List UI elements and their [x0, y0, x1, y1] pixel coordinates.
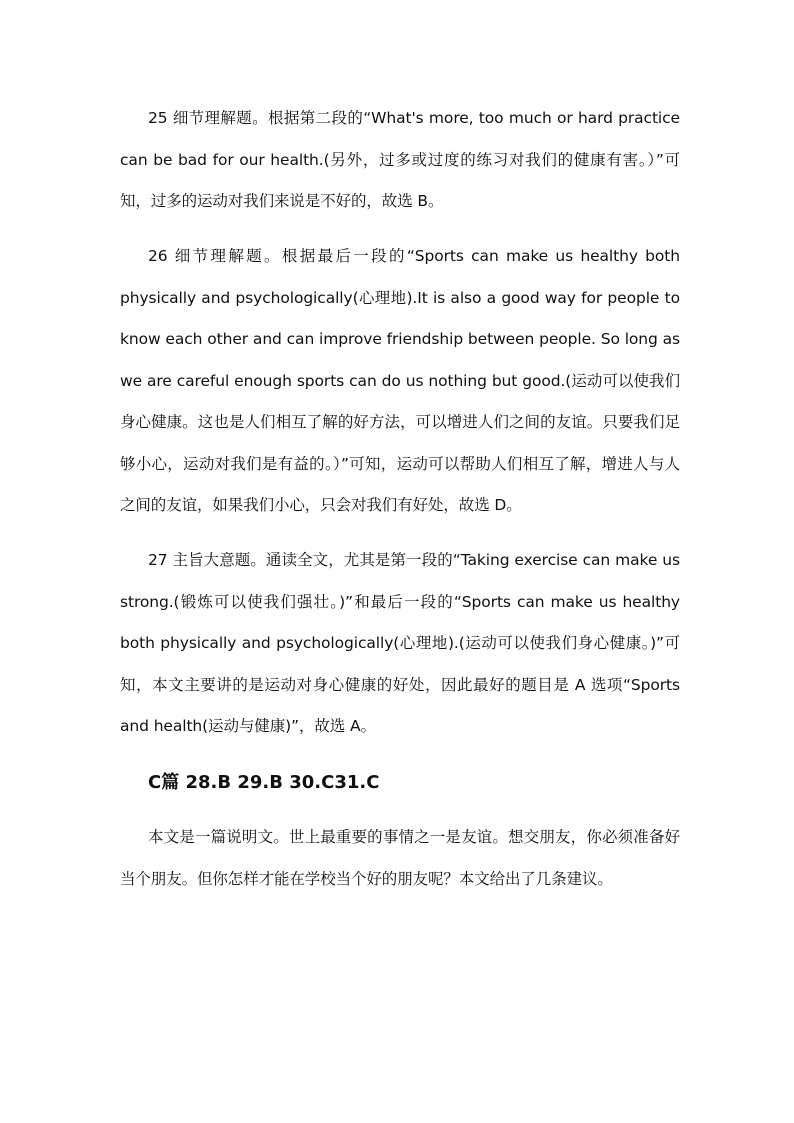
answer-explanation-27: 27 主旨大意题。通读全文，尤其是第一段的“Taking exercise can make us strong.(锻炼可以使我们强壮。)”和最后一段的“Sports can make us healthy both physically and psychologically(心理地).(运动可以使我们身心健康。)”可知，本文主要讲的是运动对身心健康的好处，因此最好的题目是 A 选项“Sports and health(运动与健康)”，故选 A。 — [120, 551, 680, 735]
section-c-heading: C篇 28.B 29.B 30.C31.C — [148, 772, 380, 793]
section-c-intro: 本文是一篇说明文。世上最重要的事情之一是友谊。想交朋友，你必须准备好当个朋友。但你怎样才能在学校当个好的朋友呢？本文给出了几条建议。 — [120, 828, 680, 888]
answer-explanation-25: 25 细节理解题。根据第二段的“What's more, too much or hard practice can be bad for our health.(另外，过多或过度的练习对我们的健康有害。）”可知，过多的运动对我们来说是不好的，故选 B。 — [120, 109, 680, 210]
answer-explanation-26: 26 细节理解题。根据最后一段的“Sports can make us healthy both physically and psychologically(心理地).It is also a good way for people to know each other and can improve friendship between people. So long as we are careful enough sports can do us nothing but good.(运动可以使我们身心健康。这也是人们相互了解的好方法，可以增进人们之间的友谊。只要我们足够小心，运动对我们是有益的。）”可知，运动可以帮助人们相互了解，增进人与人之间的友谊，如果我们小心，只会对我们有好处，故选 D。 — [120, 247, 680, 514]
